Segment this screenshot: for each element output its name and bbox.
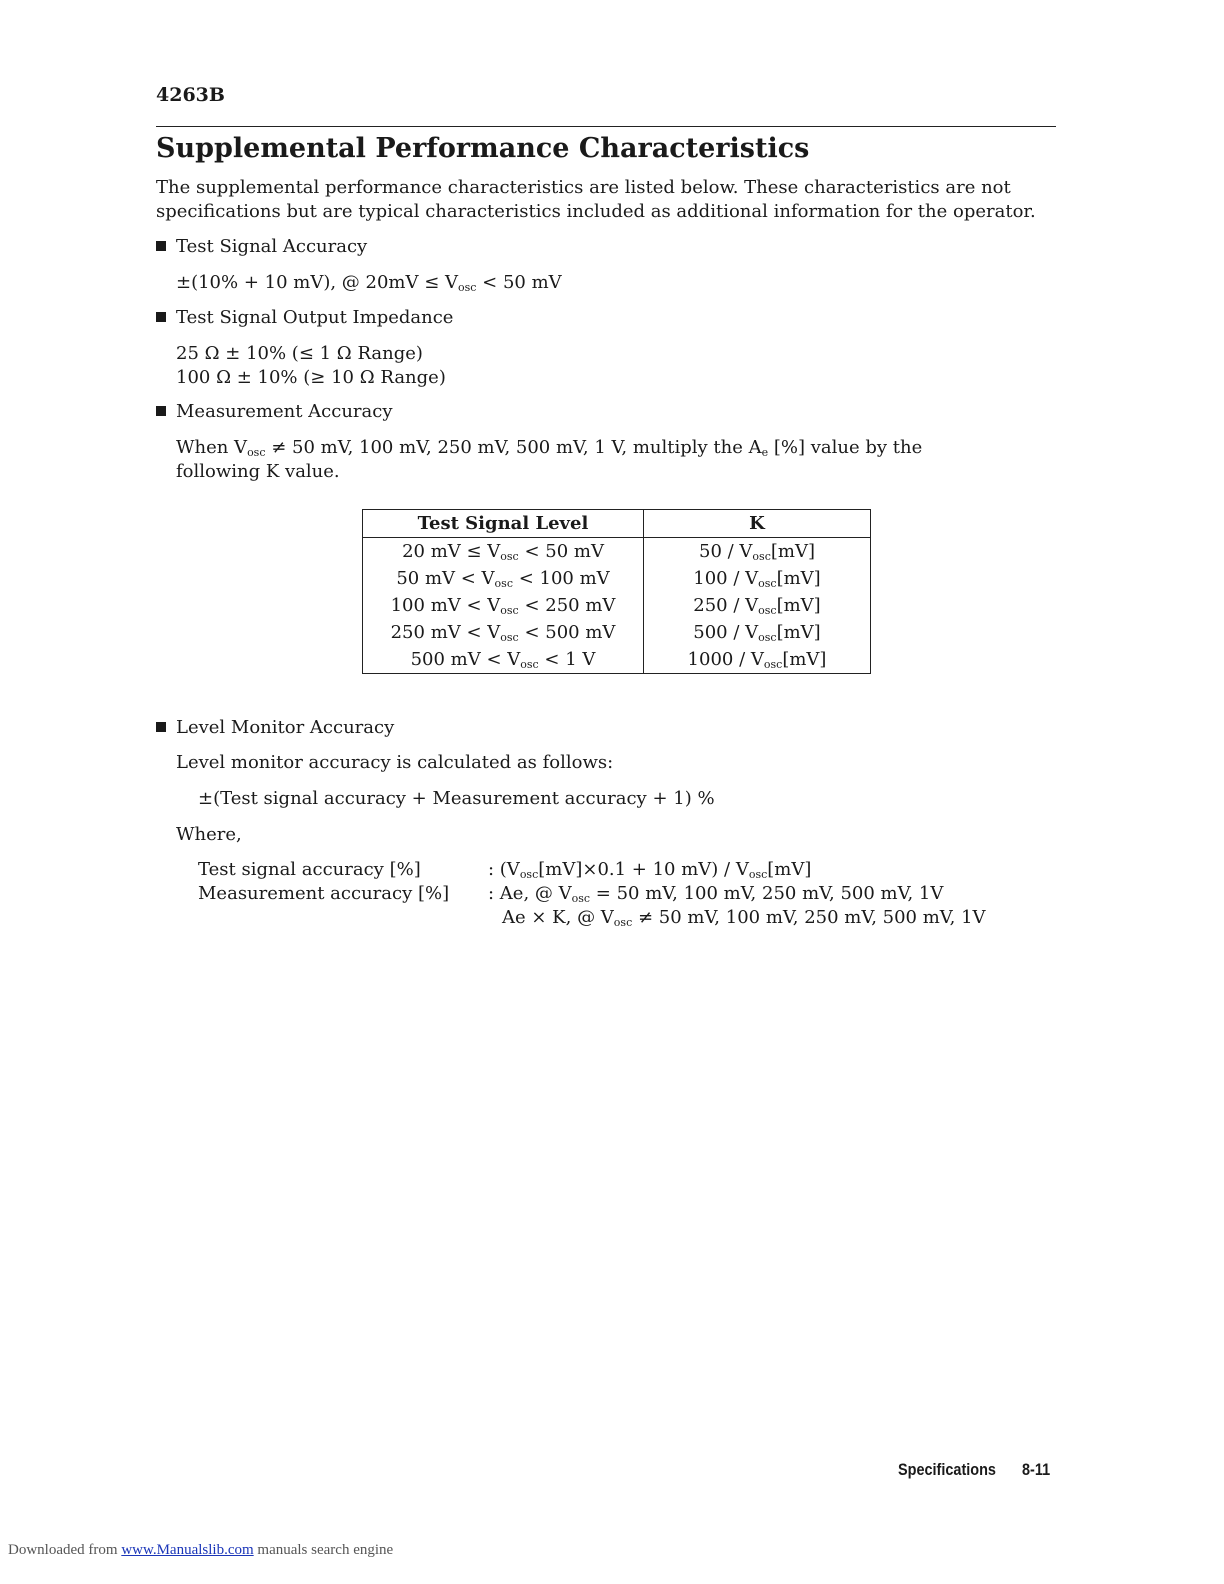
- test-signal-accuracy-formula: : ($V_{osc}[mV]\times 0.1 + 10$ $mV) / V_{osc}[mV]$: [488, 859, 812, 881]
- k-value-table: [362, 509, 871, 674]
- bullet-square-icon: [156, 312, 166, 322]
- column-header-level: Test Signal Level: [363, 510, 644, 538]
- bullet-heading: Measurement Accuracy: [176, 401, 393, 422]
- k-cell: $50 / V_{osc}[mV]$: [699, 541, 815, 563]
- bullet-test-signal-accuracy: [156, 236, 367, 257]
- measurement-accuracy-case-2: Ae × K, @ $V_{osc} \ne 50$ mV, 100 mV, 250 mV, 500 mV, 1V: [502, 907, 986, 929]
- bullet-square-icon: [156, 241, 166, 251]
- level-cell: 50 mV < $V_{osc} < 100$ mV: [363, 565, 644, 592]
- page-title: Supplemental Performance Characteristics: [156, 133, 810, 164]
- measurement-accuracy-case-1: : Ae, @ $V_{osc} = 50$ mV, 100 mV, 250 mV, 500 mV, 1V: [488, 883, 944, 905]
- k-cell: $1000 / V_{osc}[mV]$: [687, 649, 827, 671]
- level-cell: 250 mV < $V_{osc} < 500$ mV: [363, 619, 644, 646]
- intro-paragraph: The supplemental performance characteristics are listed below. These characteristics are not specifications but are typical characteristics included as additional information for the operator.: [156, 177, 1036, 222]
- level-monitor-description: Level monitor accuracy is calculated as follows:: [176, 752, 614, 773]
- bullet-heading: Level Monitor Accuracy: [176, 717, 395, 738]
- table-row: [363, 646, 871, 674]
- where-label: Where,: [176, 824, 242, 845]
- test-signal-accuracy-label: Test signal accuracy [%]: [198, 859, 421, 880]
- table-row: [363, 565, 871, 592]
- level-monitor-formula: ±(Test signal accuracy + Measurement accuracy + 1) %: [198, 788, 715, 809]
- table-row: [363, 619, 871, 646]
- level-cell: 500 mV < $V_{osc} < 1$ V: [363, 646, 644, 674]
- bullet-level-monitor-accuracy: [156, 717, 394, 738]
- footer-page-number: 8-11: [1022, 1460, 1051, 1479]
- impedance-line-1: 25 Ω ± 10% (≤ 1 Ω Range): [176, 343, 423, 364]
- bullet-measurement-accuracy: [156, 401, 393, 422]
- table-row: [363, 538, 871, 566]
- column-header-k: K: [644, 510, 871, 538]
- bullet-square-icon: [156, 406, 166, 416]
- header-rule: [156, 126, 1056, 127]
- k-cell: $500 / V_{osc}[mV]$: [693, 622, 821, 644]
- k-cell: $250 / V_{osc}[mV]$: [693, 595, 821, 617]
- k-cell: $100 / V_{osc}[mV]$: [693, 568, 821, 590]
- table-header-row: [363, 510, 871, 538]
- test-signal-accuracy-value: ±(10% + 10 mV), @ $20mV \le V_{osc} < 50$ mV: [176, 272, 562, 294]
- measurement-accuracy-label: Measurement accuracy [%]: [198, 883, 450, 904]
- impedance-line-2: 100 Ω ± 10% (≥ 10 Ω Range): [176, 367, 446, 388]
- level-cell: 20 mV ≤ $V_{osc} < 50$ mV: [363, 538, 644, 566]
- bullet-square-icon: [156, 722, 166, 732]
- footer-section-label: Specifications: [898, 1460, 996, 1479]
- measurement-accuracy-text-2: following K value.: [176, 461, 340, 482]
- model-number: 4263B: [156, 84, 225, 106]
- table-row: [363, 592, 871, 619]
- level-cell: 100 mV < $V_{osc} < 250$ mV: [363, 592, 644, 619]
- manualslib-link[interactable]: www.Manualslib.com: [121, 1542, 254, 1558]
- bullet-heading: Test Signal Accuracy: [176, 236, 368, 257]
- download-notice: Downloaded from www.Manualslib.com manuals search engine: [8, 1542, 394, 1558]
- measurement-accuracy-text-1: When $V_{osc} \ne 50$ mV, 100 mV, 250 mV, 500 mV, 1 V, multiply the $A_e$ [%] value by the: [176, 437, 923, 459]
- bullet-heading: Test Signal Output Impedance: [176, 307, 454, 328]
- bullet-output-impedance: [156, 307, 453, 328]
